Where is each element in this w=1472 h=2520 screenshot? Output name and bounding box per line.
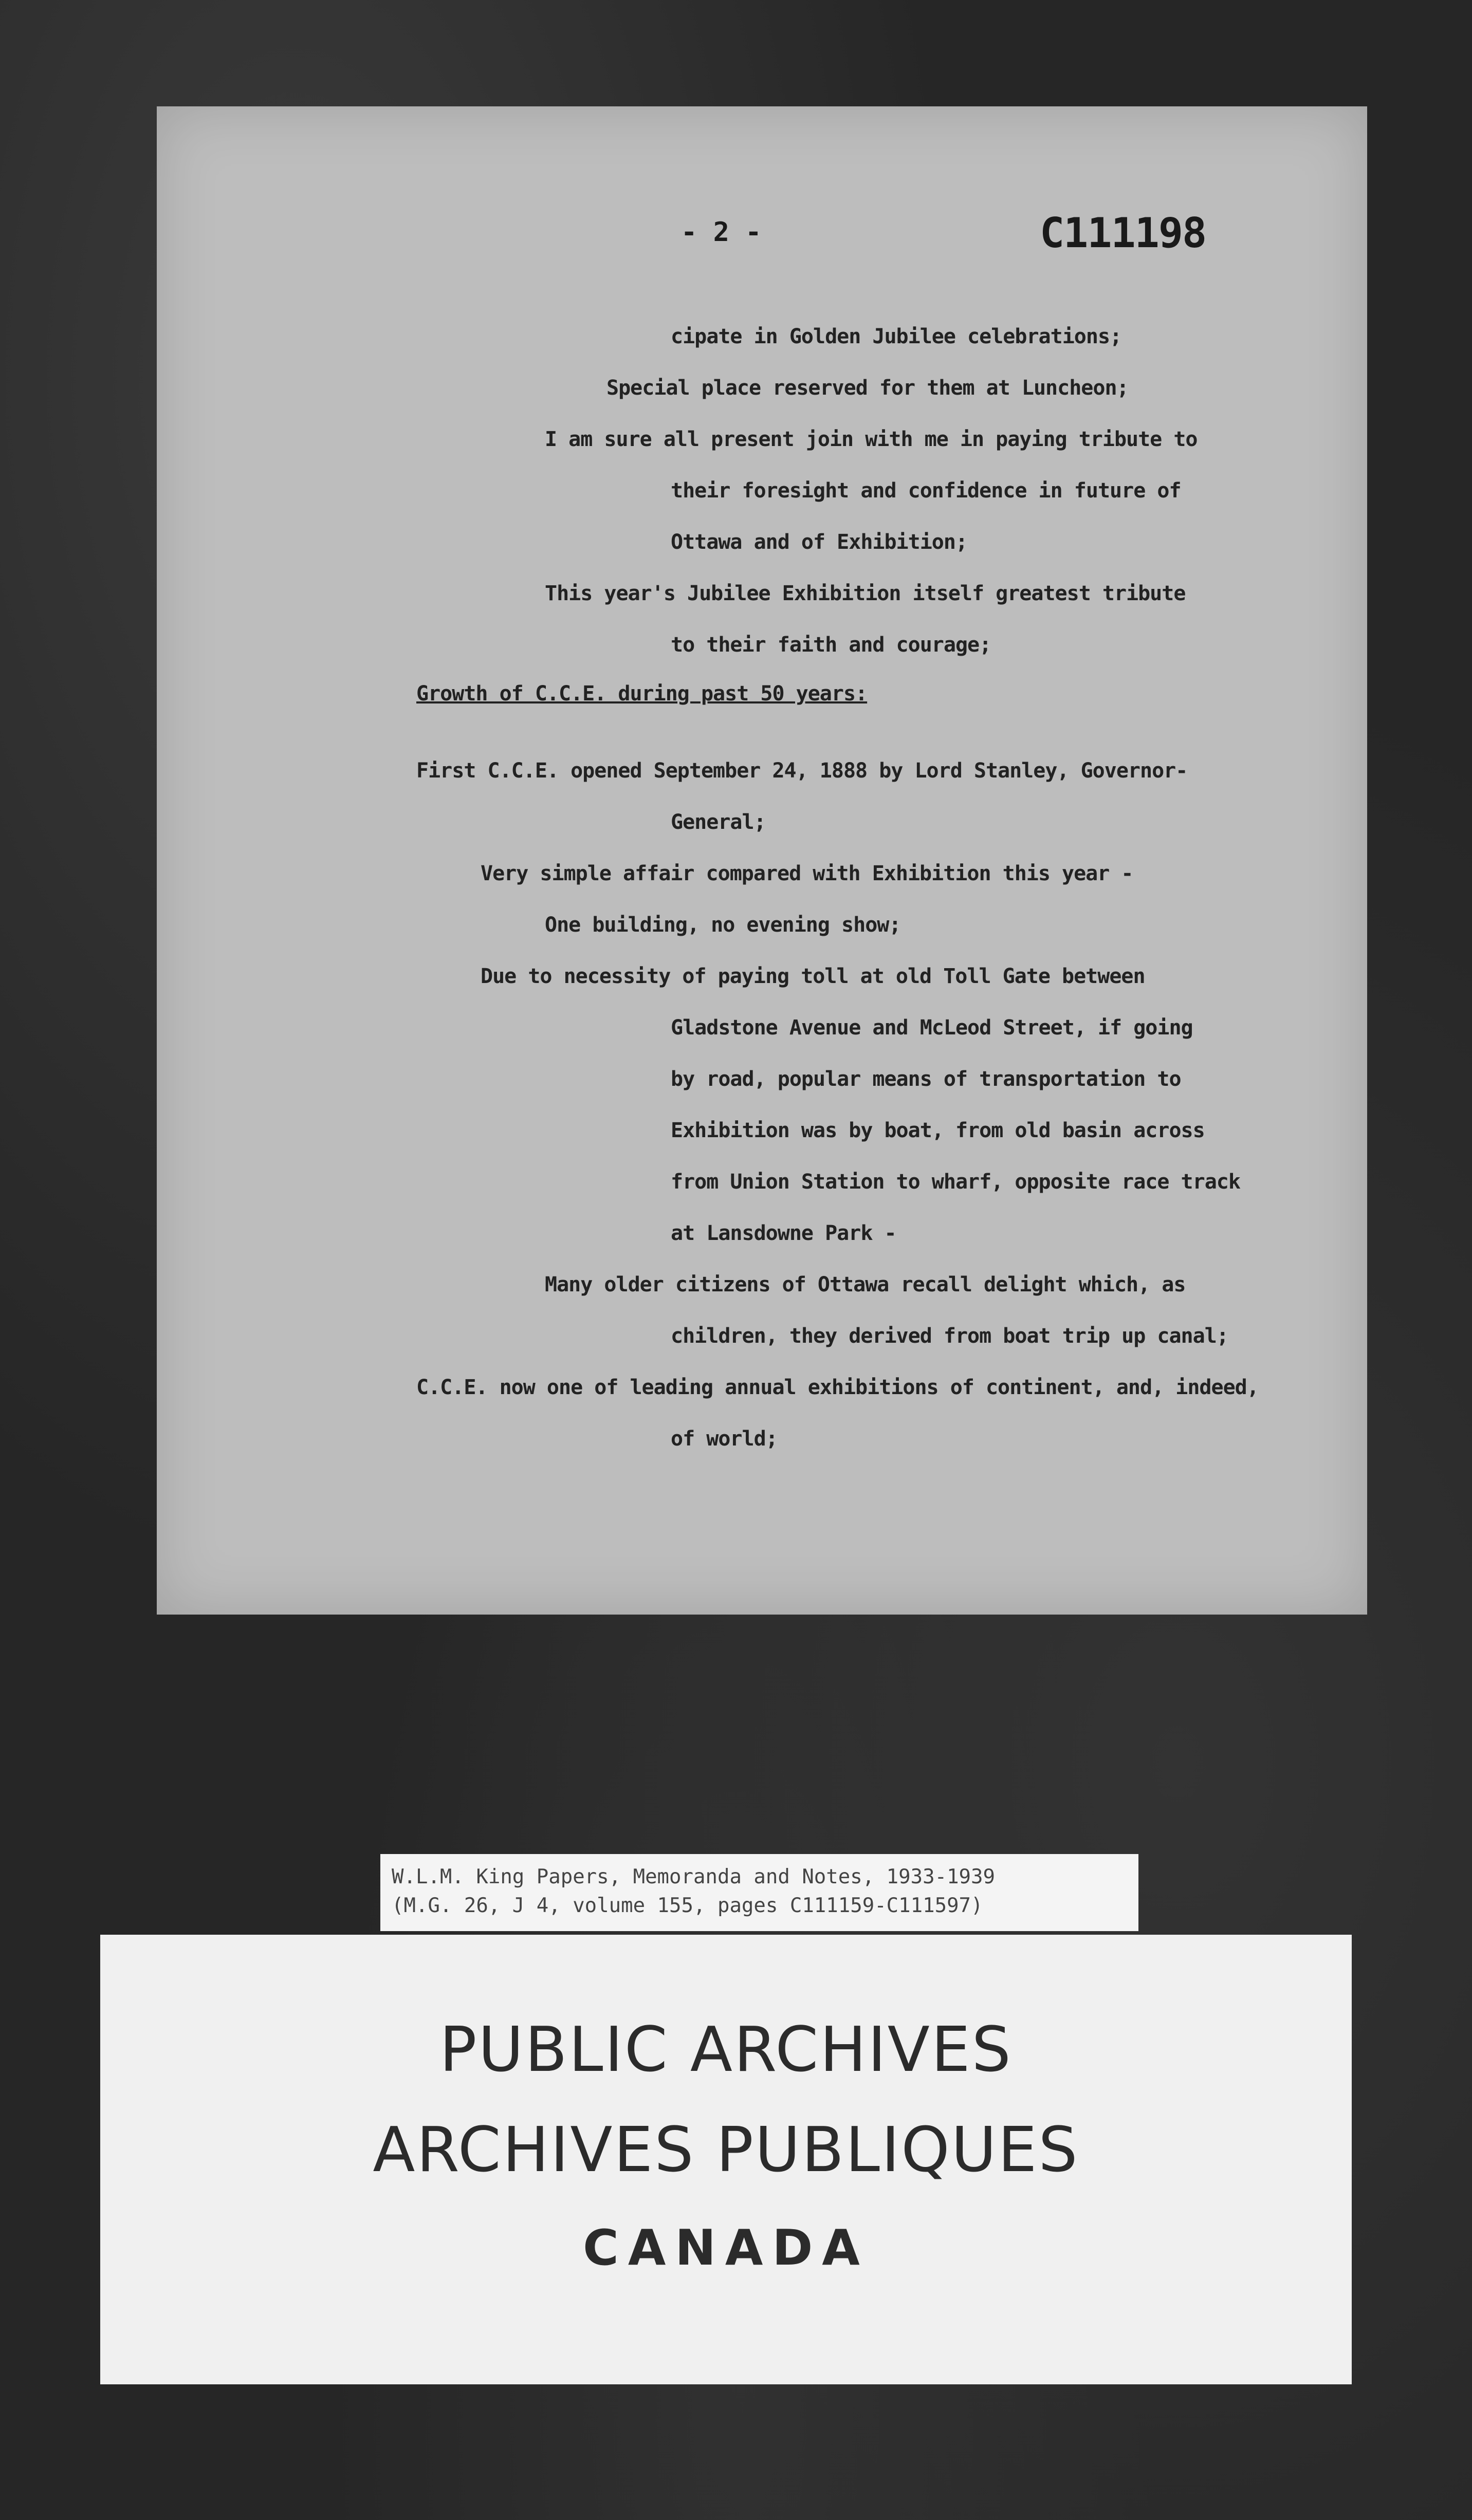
text-line: C.C.E. now one of leading annual exhibitions of continent, and, indeed,: [416, 1376, 1259, 1399]
text-line: cipate in Golden Jubilee celebrations;: [671, 325, 1122, 348]
page-number: - 2 -: [681, 217, 762, 248]
document-id: C111198: [1040, 209, 1206, 257]
text-line: Very simple affair compared with Exhibition this year -: [481, 862, 1133, 885]
text-line: their foresight and confidence in future of: [671, 479, 1181, 503]
text-line: of world;: [671, 1427, 778, 1451]
text-line: Due to necessity of paying toll at old Toll Gate between: [481, 965, 1145, 988]
document-page: [157, 106, 1367, 1615]
archive-title-fr: ARCHIVES PUBLIQUES: [373, 2115, 1079, 2186]
text-line: by road, popular means of transportation to: [671, 1067, 1181, 1091]
text-line: One building, no evening show;: [545, 913, 901, 937]
text-line: Many older citizens of Ottawa recall delight which, as: [545, 1273, 1186, 1296]
reference-line-1: W.L.M. King Papers, Memoranda and Notes, 1933-1939: [392, 1865, 995, 1888]
archive-country: CANADA: [583, 2220, 869, 2276]
text-line: Ottawa and of Exhibition;: [671, 530, 968, 554]
text-line: First C.C.E. opened September 24, 1888 by Lord Stanley, Governor-: [416, 759, 1188, 783]
reference-label: [380, 1854, 1138, 1931]
archive-title-en: PUBLIC ARCHIVES: [439, 2014, 1013, 2086]
text-line: Exhibition was by boat, from old basin across: [671, 1119, 1205, 1142]
text-line: I am sure all present join with me in paying tribute to: [545, 428, 1198, 451]
reference-line-2: (M.G. 26, J 4, volume 155, pages C111159-C111597): [392, 1894, 983, 1917]
text-line: to their faith and courage;: [671, 633, 991, 657]
text-line: at Lansdowne Park -: [671, 1221, 896, 1245]
text-line: Gladstone Avenue and McLeod Street, if going: [671, 1016, 1193, 1040]
text-line: Special place reserved for them at Luncheon;: [606, 376, 1129, 400]
text-line: children, they derived from boat trip up canal;: [671, 1324, 1228, 1348]
text-line: This year's Jubilee Exhibition itself greatest tribute: [545, 582, 1186, 605]
text-line: General;: [671, 810, 766, 834]
archive-card: [100, 1935, 1352, 2384]
section-heading: Growth of C.C.E. during past 50 years:: [416, 682, 868, 706]
text-line: from Union Station to wharf, opposite race track: [671, 1170, 1240, 1194]
